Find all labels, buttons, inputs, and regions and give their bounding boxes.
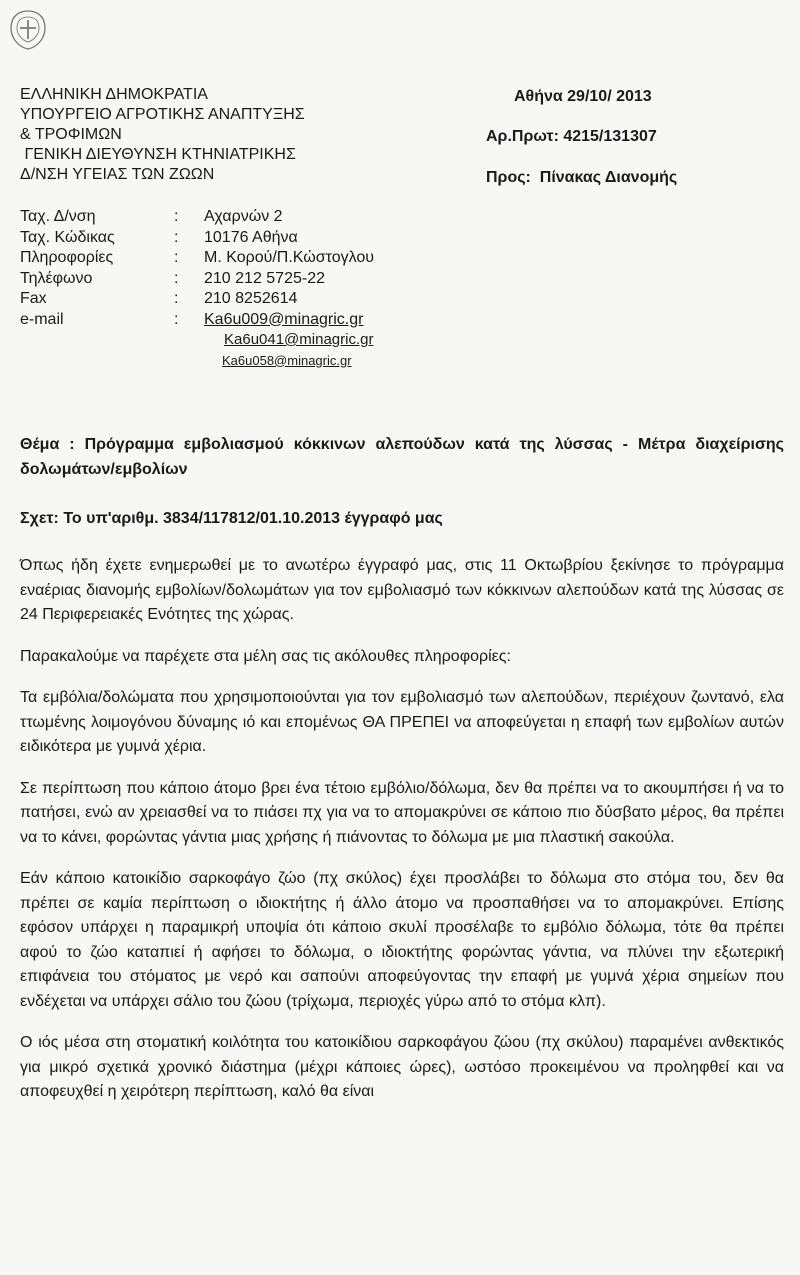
reference-line: Σχετ: Το υπ'αριθμ. 3834/117812/01.10.2013 έγγραφό μας <box>20 510 443 527</box>
body-paragraph: Σε περίπτωση που κάποιο άτομο βρει ένα τέτοιο εμβόλιο/δόλωμα, δεν θα πρέπει να το ακουμπήσει ή να το πατήσει, ενώ αν χρειασθεί να το πιάσει πχ για να το απομακρύνει σε κάποιο πιο δύσβατο μέρος, θα πρέπει να το κάνει, φορώντας γάντια μιας χρήσης ή πιάνοντας το δόλωμα με μια πλαστική σακούλα. <box>20 779 784 846</box>
document-date: Αθήνα 29/10/ 2013 <box>514 88 652 105</box>
contact-label: Ταχ. Κώδικας <box>20 228 115 246</box>
issuer-line: ΕΛΛΗΝΙΚΗ ΔΗΜΟΚΡΑΤΙΑ <box>20 86 208 103</box>
email-link[interactable]: Ka6u058@minagric.gr <box>222 352 352 368</box>
issuer-line: Δ/ΝΣΗ ΥΓΕΙΑΣ ΤΩΝ ΖΩΩΝ <box>20 166 215 183</box>
protocol-number: Αρ.Πρωτ: 4215/131307 <box>486 128 657 145</box>
body-paragraph: Τα εμβόλια/δολώματα που χρησιμοποιούνται για τον εμβολιασμό των αλεπούδων, περιέχουν ζωντανό, ελα ττωμένης λοιμογόνου δύναμης ιό και επομένως ΘΑ ΠΡΕΠΕΙ να αποφεύγεται η επαφή των εμβολίων αυτών ειδικότερα με γυμνά χέρια. <box>20 689 784 755</box>
body-paragraph: Ο ιός μέσα στη στοματική κοιλότητα του κατοικίδιου σαρκοφάγου ζώου (πχ σκύλου) παραμένει ανθεκτικός για μικρό σχετικά χρονικό διάστημα (μέχρι κάποιες ώρες), ωστόσο προκειμένου να προληφθεί και να αποφευχθεί η χειρότερη περίπτωση, καλό θα είναι <box>20 1034 784 1100</box>
email-link[interactable]: Ka6u041@minagric.gr <box>224 331 374 348</box>
issuer-line: & ΤΡΟΦΙΜΩΝ <box>20 126 122 143</box>
issuer-line: ΥΠΟΥΡΓΕΙΟ ΑΓΡΟΤΙΚΗΣ ΑΝΑΠΤΥΞΗΣ <box>20 106 305 123</box>
body-paragraph: Όπως ήδη έχετε ενημερωθεί με το ανωτέρω έγγραφό μας, στις 11 Οκτωβρίου ξεκίνησε το πρόγραμμα εναέριας διανομής εμβολίων/δολωμάτων για τον εμβολιασμό των κόκκινων αλεπούδων κατά της λύσσας σε 24 Περιφερειακές Ενότητες της χώρας. <box>20 557 784 623</box>
contact-label: Ταχ. Δ/νση <box>20 208 96 225</box>
recipient: Προς: Πίνακας Διανομής <box>486 169 678 186</box>
issuer-block <box>20 85 305 185</box>
subject-line: Θέμα : Πρόγραμμα εμβολιασμού κόκκινων αλεπούδων κατά της λύσσας - Μέτρα διαχείρισης δολωμάτων/εμβολίων <box>20 436 784 478</box>
contact-value: 210 212 5725-22 <box>204 269 325 287</box>
greek-coat-of-arms-icon <box>6 8 50 52</box>
contact-value: Μ. Κορού/Π.Κώστογλου <box>204 249 375 266</box>
contact-value: Αχαρνών 2 <box>204 208 283 225</box>
letter-body <box>20 554 784 1122</box>
contact-label: Τηλέφωνο <box>20 269 93 287</box>
contact-label: Πληροφορίες <box>20 249 114 266</box>
contact-value: 210 8252614 <box>204 290 298 307</box>
contact-label: Fax <box>20 290 47 307</box>
contact-value: 10176 Αθήνα <box>204 228 298 246</box>
body-paragraph: Παρακαλούμε να παρέχετε στα μέλη σας τις ακόλουθες πληροφορίες: <box>20 647 511 665</box>
body-paragraph: Εάν κάποιο κατοικίδιο σαρκοφάγο ζώο (πχ σκύλος) έχει προσλάβει το δόλωμα στο στόμα του, δεν θα πρέπει σε καμία περίπτωση ο ιδιοκτήτης ή άλλο άτομο να προσπαθήσει να το απομακρύνει. Επίσης εφόσον υπάρχει η παραμικρή υποψία ότι κάποιο σκυλί προσέλαβε το εμβόλιο δόλωμα, τότε θα πρέπει αφού το ζώο καταπιεί ή αφήσει το δόλωμα, ο ιδιοκτήτης φορώντας γάντια, να πλύνει την εξωτερική επιφάνεια του στόματος με νερό και σαπούνι αποφεύγοντας την επαφή με γυμνά χέρια σημείων που ενδέχεται να υπάρχει σάλιο του ζώου (τρίχωμα, περιοχές γύρω από το στόμα κλπ). <box>20 870 784 1010</box>
issuer-line: ΓΕΝΙΚΗ ΔΙΕΥΘΥΝΣΗ ΚΤΗΝΙΑΤΡΙΚΗΣ <box>20 146 296 163</box>
contact-label: e-mail <box>20 310 64 328</box>
email-link[interactable]: Ka6u009@minagric.gr <box>204 310 364 328</box>
